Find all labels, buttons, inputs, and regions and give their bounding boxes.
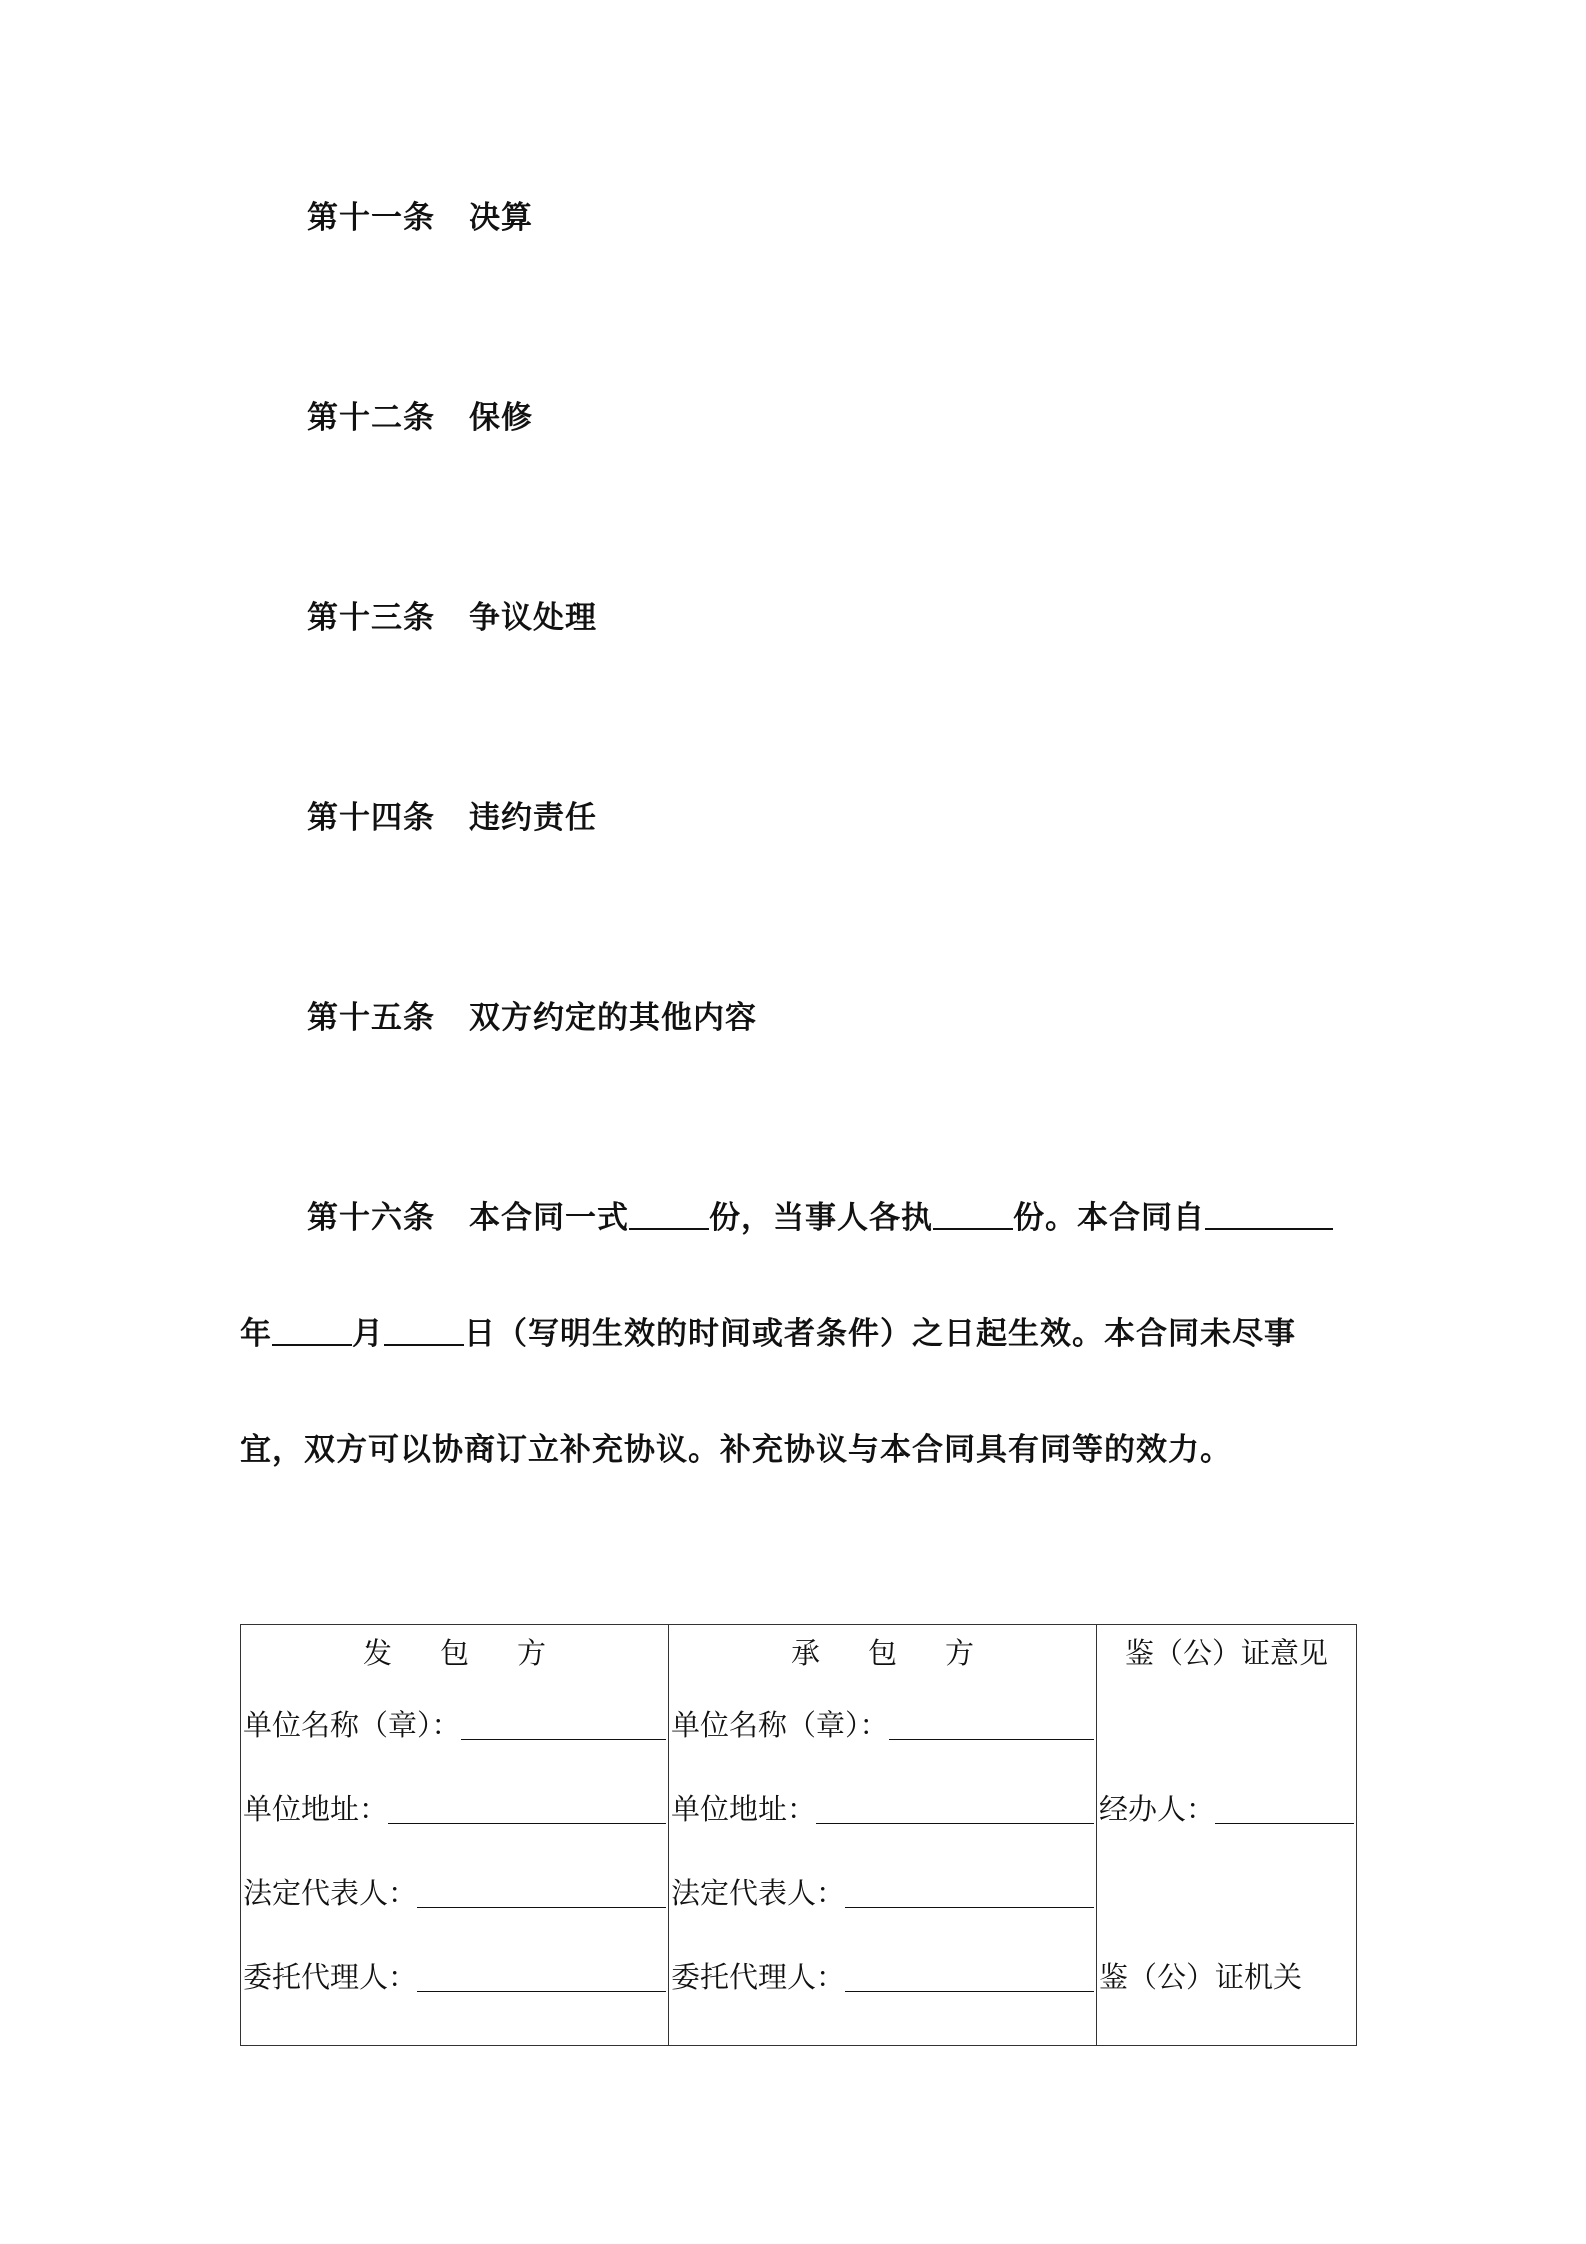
contractor-name-field[interactable]: [889, 1713, 1094, 1740]
article-13: [307, 598, 597, 638]
each-party-copies-blank[interactable]: [933, 1198, 1013, 1230]
article-title: 争议处理: [469, 600, 597, 636]
copies-blank[interactable]: [629, 1198, 709, 1230]
effective-day-blank[interactable]: [384, 1314, 464, 1346]
contractor-agent-label: 委托代理人：: [671, 1960, 846, 1994]
contractor-column: [669, 1625, 1097, 2046]
article-number: 第十二条: [307, 400, 435, 436]
employer-legal-rep-label: 法定代表人：: [243, 1876, 418, 1910]
contractor-name-label: 单位名称（章）：: [671, 1708, 889, 1742]
article-title: 决算: [469, 200, 533, 236]
contractor-name-row: [671, 1703, 1096, 1744]
employer-address-label: 单位地址：: [243, 1792, 389, 1826]
article-text: 日（写明生效的时间或者条件）之日起生效。本合同未尽事: [464, 1316, 1296, 1352]
notary-handler-field[interactable]: [1215, 1797, 1354, 1824]
contractor-legal-rep-row: [671, 1871, 1096, 1912]
article-11: [307, 198, 533, 238]
employer-agent-field[interactable]: [417, 1965, 666, 1992]
article-16-line-3: [240, 1430, 1232, 1470]
employer-column: [241, 1625, 669, 2046]
contractor-agent-row: [671, 1955, 1096, 1996]
notary-authority-row: [1099, 1955, 1356, 1996]
article-text: 本合同一式: [469, 1200, 629, 1236]
notary-authority-label: 鉴（公）证机关: [1099, 1960, 1303, 1994]
employer-legal-rep-field[interactable]: [417, 1881, 666, 1908]
year-text: 年: [240, 1316, 272, 1352]
employer-header: 发包方: [362, 1636, 594, 1670]
article-title: 违约责任: [469, 800, 597, 836]
article-title: 双方约定的其他内容: [469, 1000, 757, 1036]
article-14: [307, 798, 597, 838]
article-number: 第十五条: [307, 1000, 435, 1036]
employer-agent-label: 委托代理人：: [243, 1960, 418, 1994]
contractor-address-row: [671, 1787, 1096, 1828]
effective-year-blank[interactable]: [1205, 1198, 1333, 1230]
article-text: 宜，双方可以协商订立补充协议。补充协议与本合同具有同等的效力。: [240, 1432, 1232, 1468]
notary-handler-row: [1099, 1787, 1356, 1828]
contractor-legal-rep-field[interactable]: [845, 1881, 1094, 1908]
employer-address-row: [243, 1787, 668, 1828]
signature-table: [240, 1624, 1357, 2046]
article-title: 保修: [469, 400, 533, 436]
employer-legal-rep-row: [243, 1871, 668, 1912]
article-number: 第十一条: [307, 200, 435, 236]
article-text: 份。本合同自: [1013, 1200, 1205, 1236]
notary-header: 鉴（公）证意见: [1124, 1636, 1328, 1670]
article-15: [307, 998, 757, 1038]
notary-column: [1097, 1625, 1357, 2046]
article-16-line-1: [307, 1198, 1333, 1238]
employer-name-row: [243, 1703, 668, 1744]
article-text: 份，当事人各执: [709, 1200, 933, 1236]
article-number: 第十六条: [307, 1200, 435, 1236]
contractor-agent-field[interactable]: [845, 1965, 1094, 1992]
employer-address-field[interactable]: [388, 1797, 666, 1824]
article-12: [307, 398, 533, 438]
article-number: 第十四条: [307, 800, 435, 836]
article-16-line-2: [240, 1314, 1296, 1354]
employer-name-label: 单位名称（章）：: [243, 1708, 461, 1742]
contractor-legal-rep-label: 法定代表人：: [671, 1876, 846, 1910]
contractor-address-label: 单位地址：: [671, 1792, 817, 1826]
notary-handler-label: 经办人：: [1099, 1792, 1216, 1826]
employer-name-field[interactable]: [461, 1713, 666, 1740]
contractor-header: 承包方: [790, 1636, 1022, 1670]
month-text: 月: [352, 1316, 384, 1352]
contractor-address-field[interactable]: [816, 1797, 1094, 1824]
employer-agent-row: [243, 1955, 668, 1996]
effective-month-blank[interactable]: [272, 1314, 352, 1346]
article-number: 第十三条: [307, 600, 435, 636]
